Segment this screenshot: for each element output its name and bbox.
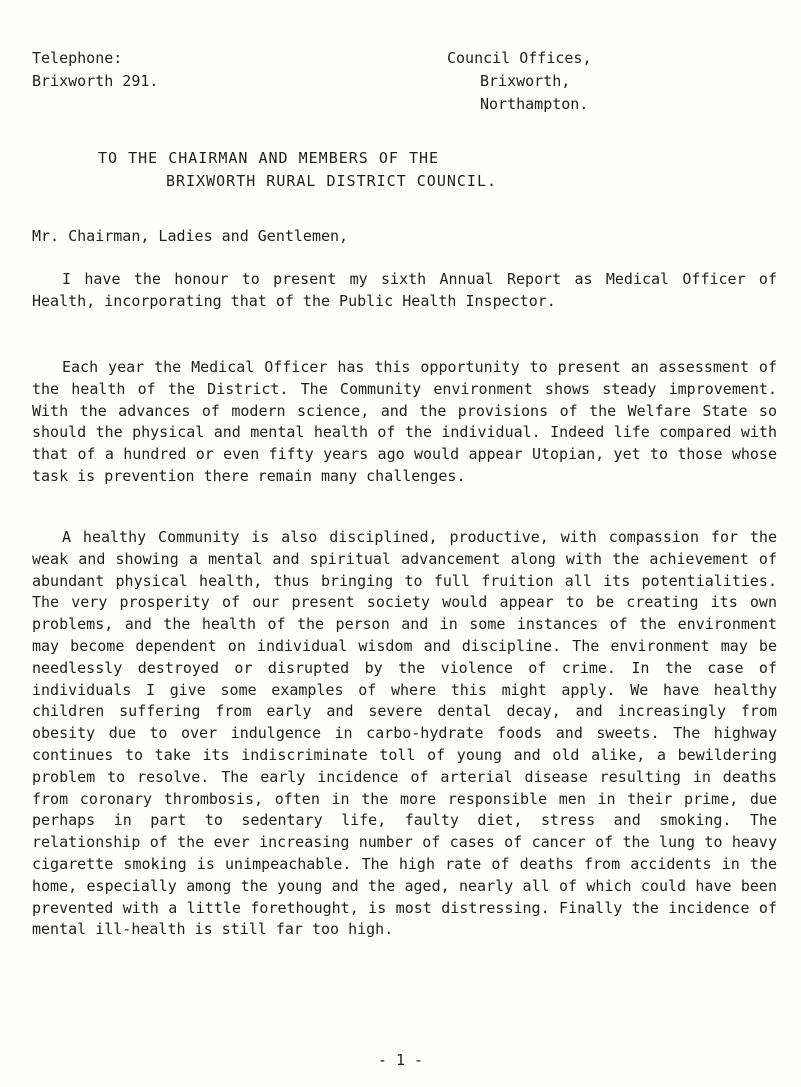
address-line-2: Brixworth, — [480, 72, 571, 90]
telephone-label: Telephone: — [32, 49, 123, 67]
paragraph-3: A healthy Community is also disciplined, productive, with compassion for the weak and showing a mental and spiritual advancement along with the achievement of abundant physical health, thus bringing to full fruition all its potentialities. The very prosperity of our present society would appear to be creating its own problems, and the health of the person and in some instances of the environment may become dependent on individual wisdom and discipline. The environment may be needlessly destroyed or disrupted by the violence of crime. In the case of individuals I give some examples of where this might apply. We have healthy children suffering from early and severe dental decay, and increasingly from obesity due to over indulgence in carbo-hydrate foods and sweets. The highway continues to take its indiscriminate toll of young and old alike, a bewildering problem to resolve. The early incidence of arterial disease resulting in deaths from coronary thrombosis, often in the more responsible men in their prime, due perhaps in part to sedentary life, faulty diet, stress and smoking. The relationship of the ever increasing number of cases of cancer of the lung to heavy cigarette smoking is unimpeachable. The high rate of deaths from accidents in the home, especially among the young and the aged, nearly all of which could have been prevented with a little forethought, is most distressing. Finally the incidence of mental ill-health is still far too high. — [32, 528, 777, 939]
page-number: - 1 - — [377, 1051, 424, 1069]
heading-line-1: TO THE CHAIRMAN AND MEMBERS OF THE — [98, 149, 440, 167]
paragraph-2: Each year the Medical Officer has this opportunity to present an assessment of the health of the District. The Community environment shows steady improvement. With the advances of modern science, and the provisions of the Welfare State so should the physical and mental health of the individual. Indeed life compared with that of a hundred or even fifty years ago would appear Utopian, yet to those whose task is prevention there remain many challenges. — [32, 358, 777, 485]
address-line-1: Council Offices, — [447, 49, 592, 67]
telephone-number: Brixworth 291. — [32, 72, 159, 90]
heading-line-2: BRIXWORTH RURAL DISTRICT COUNCIL. — [166, 172, 498, 190]
address-line-3: Northampton. — [480, 95, 589, 113]
salutation: Mr. Chairman, Ladies and Gentlemen, — [32, 227, 349, 245]
paragraph-1: I have the honour to present my sixth Annual Report as Medical Officer of Health, incorporating that of the Public Health Inspector. — [32, 270, 777, 310]
